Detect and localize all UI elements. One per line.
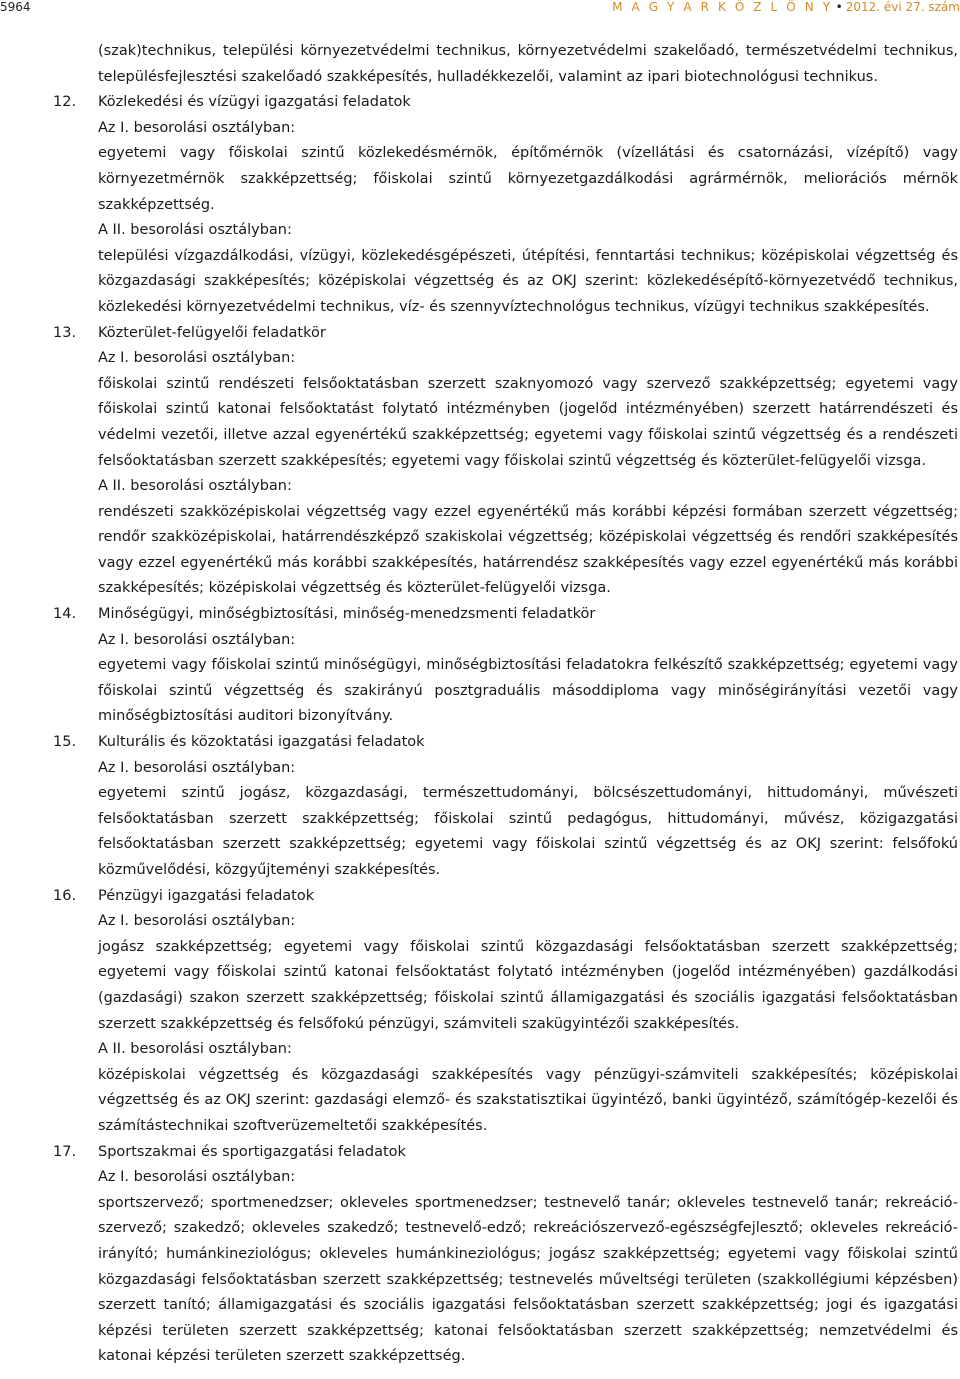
section-number: 13. (53, 324, 77, 341)
section-14 (0, 602, 960, 730)
page-number: 5964 (0, 0, 31, 14)
section-heading (53, 90, 958, 116)
classification-label: Az I. besorolási osztályban: (98, 1169, 296, 1186)
section-number: 14. (53, 606, 77, 623)
section-title: Közlekedési és vízügyi igazgatási feladatok (98, 94, 411, 111)
section-16 (0, 884, 960, 1140)
section-title: Pénzügyi igazgatási feladatok (98, 887, 315, 904)
issue-label: 2012. évi 27. szám (845, 0, 960, 14)
classification-text: középiskolai végzettség és közgazdasági szakképesítés vagy pénzügyi-számviteli szakképesítés; középiskolai végzettség és az OKJ szerint: gazdasági elemző- és szakstatisztikai ügyintéző, banki ügyintéző, számítógép-kezelői és számítástechnikai szoftverüzemeltetői szakképesítés. (98, 1066, 958, 1134)
section-heading (53, 321, 958, 347)
classification-text: jogász szakképzettség; egyetemi vagy főiskolai szintű közgazdasági felsőoktatásban szerzett szakképzettség; egyetemi vagy főiskolai szintű katonai felsőoktatást folytató intézményben (jogelőd intézményében) gazdálkodási (gazdasági) szakon szerzett szakképzettség; főiskolai szintű államigazgatási és szociális igazgatási felsőoktatásban szerzett szakképzettség és felsőfokú pénzügyi, számviteli szakügyintézői szakképesítés. (98, 938, 958, 1032)
section-title: Kulturális és közoktatási igazgatási feladatok (98, 734, 425, 751)
classification-label: Az I. besorolási osztályban: (98, 759, 296, 776)
section-title: Minőségügyi, minőségbiztosítási, minőség-menedzsmenti feladatkör (98, 606, 596, 623)
classification-text: egyetemi vagy főiskolai szintű minőségügyi, minőségbiztosítási feladatokra felkészítő szakképzettség; egyetemi vagy főiskolai szintű végzettség és szakirányú posztgraduális másoddiploma vagy minőségirányítási vezetői vagy minőségbiztosítási auditori bizonyítvány. (98, 657, 958, 725)
classification-label: A II. besorolási osztályban: (98, 222, 292, 239)
publication-info (612, 1, 960, 13)
separator-dot: • (835, 0, 843, 14)
section-title: Sportszakmai és sportigazgatási feladatok (98, 1143, 406, 1160)
classification-text: egyetemi vagy főiskolai szintű közlekedésmérnök, építőmérnök (vízellátási és csatornázási, vízépítő) vagy környezetmérnök szakképzettség; főiskolai szintű környezetgazdálkodási agrármérnök, meliorációs mérnök szakképzettség. (98, 145, 958, 213)
section-13 (0, 321, 960, 603)
classification-text: rendészeti szakközépiskolai végzettség vagy ezzel egyenértékű más korábbi képzési formában szerzett végzettség; rendőr szakközépiskolai, határrendészképző szakiskolai végzettség; középiskolai végzettség és rendőri szakképesítés vagy ezzel egyenértékű más korábbi szakképesítés, határrendész szakképesítés vagy ezzel egyenértékű más korábbi szakképesítés; középiskolai végzettség és közterület-felügyelői vizsga. (98, 503, 958, 597)
intro-paragraph: (szak)technikus, települési környezetvédelmi technikus, környezetvédelmi szakelőadó, természetvédelmi technikus, településfejlesztési szakelőadó szakképesítés, hulladékkezelői, valamint az ipari biotechnológusi technikus. (98, 43, 958, 85)
classification-label: Az I. besorolási osztályban: (98, 913, 296, 930)
section-heading (53, 884, 958, 910)
classification-text: sportszervező; sportmenedzser; okleveles sportmenedzser; testnevelő tanár; okleveles testnevelő tanár; rekreáció-szervező; szakedző; okleveles szakedző; testnevelő-edző; rekreációszervező-egészségfejlesztő; okleveles rekreáció-irányító; humánkineziológus; okleveles humánkineziológus; jogász szakképzettség; egyetemi vagy főiskolai szintű közgazdasági felsőoktatásban szerzett szakképzettség; testnevelés műveltségi területen (szakkollégiumi képzésben) szerzett tanító; államigazgatási és szociális igazgatási felsőoktatásban szerzett szakképzettség; jogi és igazgatási képzési területen szerzett szakképzettség; katonai felsőoktatásban szerzett szakképzettség; nemzetvédelmi és katonai képzési területen szerzett szakképzettség. (98, 1194, 958, 1365)
section-15 (0, 730, 960, 884)
classification-text: egyetemi szintű jogász, közgazdasági, természettudományi, bölcsészettudományi, hittudományi, művészeti felsőoktatásban szerzett szakképzettség; főiskolai szintű pedagógus, hittudományi, művész, közigazgatási felsőoktatásban szerzett szakképzettség; egyetemi vagy főiskolai szintű végzettség és az OKJ szerint: felsőfokú közművelődési, közgyűjteményi szakképesítés. (98, 785, 958, 878)
section-12 (0, 90, 960, 320)
section-heading (53, 730, 958, 756)
section-title: Közterület-felügyelői feladatkör (98, 324, 326, 341)
classification-text: főiskolai szintű rendészeti felsőoktatásban szerzett szaknyomozó vagy szervező szakképzettség; egyetemi vagy főiskolai szintű katonai felsőoktatást folytató intézményben (jogelőd intézményében) szerzett határrendészeti és védelmi vezetői, illetve azzal egyenértékű szakképzettség; egyetemi vagy főiskolai szintű végzettség és a rendészeti felsőoktatásban szerzett szakképesítés; egyetemi vagy főiskolai szintű végzettség és közterület-felügyelői vizsga. (98, 375, 958, 469)
classification-label: Az I. besorolási osztályban: (98, 631, 296, 648)
classification-label: Az I. besorolási osztályban: (98, 119, 296, 136)
section-heading (53, 1140, 958, 1166)
classification-text: települési vízgazdálkodási, vízügyi, közlekedésgépészeti, útépítési, fenntartási technikus; középiskolai végzettség és közgazdasági szakképesítés; középiskolai végzettség és az OKJ szerint: közlekedésépítő-környezetvédő technikus, közlekedési környezetvédelmi technikus, víz- és szennyvíztechnológus technikus, vízügyi technikus szakképesítés. (98, 247, 958, 315)
classification-label: A II. besorolási osztályban: (98, 478, 292, 495)
classification-label: Az I. besorolási osztályban: (98, 350, 296, 367)
section-number: 17. (53, 1143, 77, 1160)
section-heading (53, 602, 958, 628)
section-number: 12. (53, 94, 77, 111)
classification-label: A II. besorolási osztályban: (98, 1041, 292, 1058)
section-number: 16. (53, 887, 77, 904)
page-header (0, 0, 960, 16)
publication-title: M A G Y A R K Ö Z L Ö N Y (612, 0, 833, 14)
document-body (0, 39, 960, 1370)
section-number: 15. (53, 734, 77, 751)
section-17 (0, 1140, 960, 1370)
